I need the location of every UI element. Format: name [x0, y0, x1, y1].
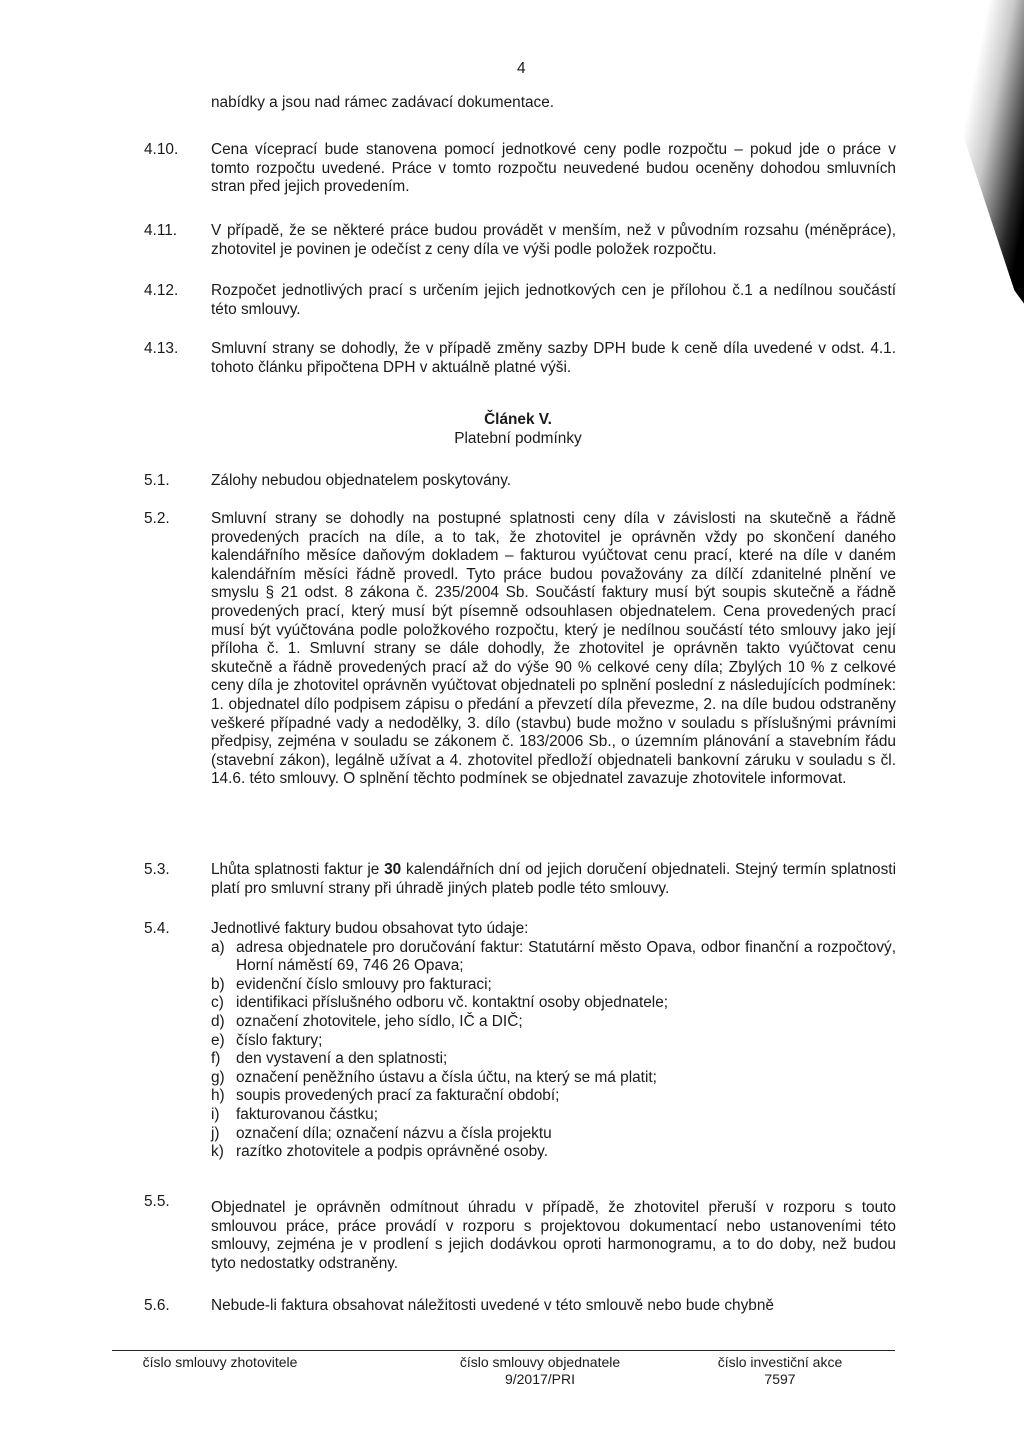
list-marker: k): [211, 1143, 224, 1161]
clause-4-11: [144, 222, 896, 259]
list-item-text: označení peněžního ústavu a čísla účtu, na který se má platit;: [236, 1068, 657, 1086]
clause-text: Smluvní strany se dohodly, že v případě změny sazby DPH bude k ceně díla uvedené v odst. 4.1. tohoto článku připočtena DPH v aktuálně platné výši.: [211, 340, 896, 376]
list-marker: e): [211, 1031, 225, 1049]
clause-text: Objednatel je oprávněn odmítnout úhradu v případě, že zhotovitel přeruší v rozporu s touto smlouvou práce, práce provádí v rozporu s projektovou dokumentací nebo ustanoveními této smlouvy, zejména je v prodlení s jejich dodávkou oproti harmonogramu, a to do doby, než budou tyto nedostatky odstraněny.: [211, 1199, 896, 1272]
footer-value: 7597: [764, 1371, 796, 1387]
list-item: [211, 1125, 896, 1144]
clause-5-3: [144, 861, 896, 898]
list-item-text: den vystavení a den splatnosti;: [236, 1050, 448, 1068]
list-marker: d): [211, 1012, 225, 1030]
clause-5-5: [144, 1193, 896, 1273]
list-item-text: razítko zhotovitele a podpis oprávněné osoby.: [236, 1143, 548, 1161]
article-subtitle: Platební podmínky: [454, 429, 582, 447]
clause-number: 5.5.: [144, 1193, 170, 1210]
invoice-items-list: [211, 939, 896, 1162]
list-marker: g): [211, 1068, 225, 1086]
clause-4-13: [144, 340, 896, 377]
list-item-text: číslo faktury;: [236, 1031, 323, 1049]
list-item: [211, 1069, 896, 1088]
clause-text: V případě, že se některé práce budou provádět v menším, než v původním rozsahu (méněpráce), zhotovitel je povinen je odečíst z ceny díla ve výši podle položek rozpočtu.: [211, 222, 896, 258]
list-marker: i): [211, 1105, 220, 1123]
clause-5-4: [144, 920, 896, 1162]
clause-4-10: [144, 141, 896, 197]
clause-number: 4.10.: [144, 141, 179, 158]
list-marker: f): [211, 1050, 221, 1068]
list-item: [211, 1106, 896, 1125]
list-item-text: evidenční číslo smlouvy pro fakturaci;: [236, 975, 492, 993]
list-item: [211, 1050, 896, 1069]
footer-label: číslo smlouvy objednatele: [459, 1354, 621, 1370]
list-item-text: adresa objednatele pro doručování faktur: Statutární město Opava, odbor finanční a rozpočtový, Horní náměstí 69, 746 26 Opava;: [236, 938, 896, 975]
article-title: Článek V.: [484, 411, 552, 428]
clause-text: Smluvní strany se dohodly na postupné splatnosti ceny díla v závislosti na skutečně a řádně provedených pracích na díle, a to tak, že zhotovitel je oprávněn vždy po skončení daného kalendářního měsíce daňovým dokladem – fakturou vyúčtovat cenu prací, které na díle v daném kalendářním měsíci řádně provedl. Tyto práce budou považovány za dílčí zdanitelné plnění ve smyslu § 21 odst. 8 zákona č. 235/2004 Sb. Součástí faktury musí být soupis skutečně a řádně provedených prací, který musí být písemně odsouhlasen objednatelem. Cena provedených prací musí být vyúčtována podle položkového rozpočtu, který je nedílnou součástí této smlouvy jako její příloha č. 1. Smluvní strany se dále dohodly, že zhotovitel je oprávněn takto vyúčtovat cenu skutečně a řádně provedených prací až do výše 90 % celkové ceny díla; Zbylých 10 % z celkové ceny díla je zhotovitel oprávněn vyúčtovat objednateli po splnění poslední z následujících podmínek: 1. objednatel dílo podpisem zápisu o předání a převzetí díla převezme, 2. na díle budou odstraněny veškeré případné vady a nedodělky, 3. dílo (stavbu) bude možno v souladu s příslušnými právními předpisy, zejména v souladu se zákonem č. 183/2006 Sb., o územním plánování a stavebním řádu (stavební zákon), legálně užívat a 4. zhotovitel předloží objednateli bankovní záruku v souladu s čl. 14.6. této smlouvy. O splnění těchto podmínek se objednatel zavazuje zhotovitele informovat.: [211, 510, 896, 788]
clause-number: 5.1.: [144, 472, 170, 489]
clause-5-6: [144, 1297, 896, 1316]
article-heading: [211, 411, 825, 448]
footer-label: číslo investiční akce: [717, 1354, 843, 1370]
clause-number: 4.11.: [144, 222, 178, 239]
clause-text: [211, 920, 896, 1162]
clause-number: 5.6.: [144, 1297, 170, 1314]
list-marker: c): [211, 994, 224, 1012]
list-item-text: označení díla; označení názvu a čísla projektu: [236, 1124, 552, 1142]
list-item-text: fakturovanou částku;: [236, 1105, 379, 1123]
clause-4-12: [144, 282, 896, 319]
list-item: [211, 976, 896, 995]
clause-text-part: Lhůta splatnosti faktur je: [211, 861, 385, 878]
list-item: [211, 1013, 896, 1032]
list-marker: h): [211, 1087, 225, 1105]
clause-text: Nebude-li faktura obsahovat náležitosti uvedené v této smlouvě nebo bude chybně: [211, 1297, 774, 1314]
list-item: [211, 1032, 896, 1051]
clause-number: 5.3.: [144, 861, 170, 878]
intro-line: nabídky a jsou nad rámec zadávací dokumentace.: [211, 94, 555, 111]
list-item: [211, 939, 896, 976]
list-item: [211, 994, 896, 1013]
invoice-items-intro: Jednotlivé faktury budou obsahovat tyto údaje:: [211, 920, 529, 937]
footer-divider: [112, 1350, 895, 1351]
payment-days: 30: [384, 861, 402, 878]
list-item-text: soupis provedených prací za fakturační období;: [236, 1087, 560, 1105]
list-marker: b): [211, 975, 225, 993]
footer-value: 9/2017/PRI: [504, 1371, 576, 1387]
list-item-text: identifikaci příslušného odboru vč. kontaktní osoby objednatele;: [236, 994, 669, 1012]
clause-5-1: [144, 472, 896, 491]
list-item: [211, 1087, 896, 1106]
page-number: 4: [517, 60, 526, 77]
list-item: [211, 1143, 896, 1162]
clause-text: Zálohy nebudou objednatelem poskytovány.: [211, 472, 512, 489]
clause-text: Rozpočet jednotlivých prací s určením jejich jednotkových cen je přílohou č.1 a nedílnou součástí této smlouvy.: [211, 282, 896, 318]
footer-contractor-number: [120, 1354, 320, 1371]
clause-text: [211, 861, 896, 898]
clause-text: Cena víceprací bude stanovena pomocí jednotkové ceny podle rozpočtu – pokud jde o práce v tomto rozpočtu uvedené. Práce v tomto rozpočtu neuvedené budou oceněny dohodou smluvních stran před jejich provedením.: [211, 141, 896, 196]
list-item-text: označení zhotovitele, jeho sídlo, IČ a DIČ;: [236, 1012, 523, 1030]
list-marker: j): [211, 1124, 220, 1142]
footer-label: číslo smlouvy zhotovitele: [142, 1354, 298, 1370]
clause-text-part: kalendářních dní od jejich doručení objednateli. Stejný termín splatnosti platí pro smluvní strany při úhradě jiných plateb podle této smlouvy.: [211, 861, 897, 897]
clause-number: 4.12.: [144, 282, 179, 299]
footer-investment-number: [690, 1354, 870, 1388]
clause-number: 4.13.: [144, 340, 179, 357]
clause-number: 5.2.: [144, 510, 170, 527]
list-marker: a): [211, 938, 225, 956]
footer-client-number: [440, 1354, 640, 1388]
clause-5-2: [144, 510, 896, 789]
scan-shadow-edge: [904, 0, 1024, 330]
clause-number: 5.4.: [144, 920, 170, 937]
